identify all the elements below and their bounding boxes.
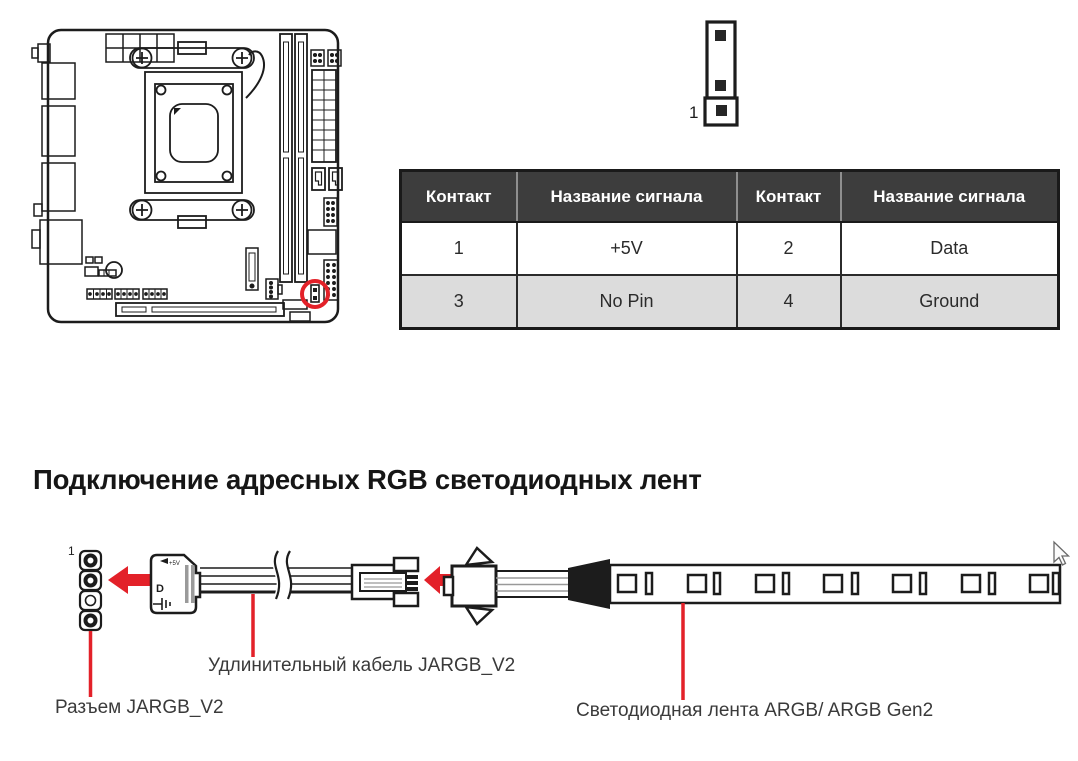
cursor-icon <box>1050 539 1076 567</box>
connector-label: Разъем JARGB_V2 <box>55 697 224 718</box>
cell-pin: 4 <box>737 275 841 329</box>
motherboard-diagram <box>28 8 348 338</box>
header-signal-a: Название сигнала <box>517 171 737 223</box>
table-header-row <box>401 171 1059 223</box>
cell-signal: +5V <box>517 222 737 275</box>
cell-signal: Data <box>841 222 1059 275</box>
led-strip-label: Светодиодная лента ARGB/ ARGB Gen2 <box>576 700 934 721</box>
table-row <box>401 275 1059 329</box>
page-title: Подключение адресных RGB светодиодных лент <box>33 464 702 495</box>
cable-label: Удлинительный кабель JARGB_V2 <box>208 655 516 676</box>
table-row <box>401 222 1059 275</box>
cable-connector-a <box>151 555 200 613</box>
cell-signal: No Pin <box>517 275 737 329</box>
header-pin-b: Контакт <box>737 171 841 223</box>
pin1-square <box>716 105 727 116</box>
extension-cable-wires <box>200 551 352 599</box>
arrow-left-icon <box>108 566 150 594</box>
marking-5v: +5V <box>169 561 180 567</box>
header-pin-a: Контакт <box>401 171 517 223</box>
pin4-square <box>715 30 726 41</box>
heat-shrink <box>568 559 610 609</box>
strip-wires <box>496 571 570 597</box>
strip-connector <box>444 548 496 624</box>
jargb-header-pins <box>68 544 101 630</box>
pin-signal-table <box>399 169 1060 330</box>
pin-header-schematic <box>685 15 745 130</box>
marking-data: D <box>156 583 164 595</box>
cell-signal: Ground <box>841 275 1059 329</box>
cell-pin: 2 <box>737 222 841 275</box>
pin1-number-label: 1 <box>689 103 699 122</box>
cell-pin: 1 <box>401 222 517 275</box>
header-signal-b: Название сигнала <box>841 171 1059 223</box>
header-pin1-number: 1 <box>68 544 75 558</box>
cable-connector-b <box>352 558 418 606</box>
led-strip <box>610 565 1060 603</box>
cell-pin: 3 <box>401 275 517 329</box>
pin2-square <box>715 80 726 91</box>
